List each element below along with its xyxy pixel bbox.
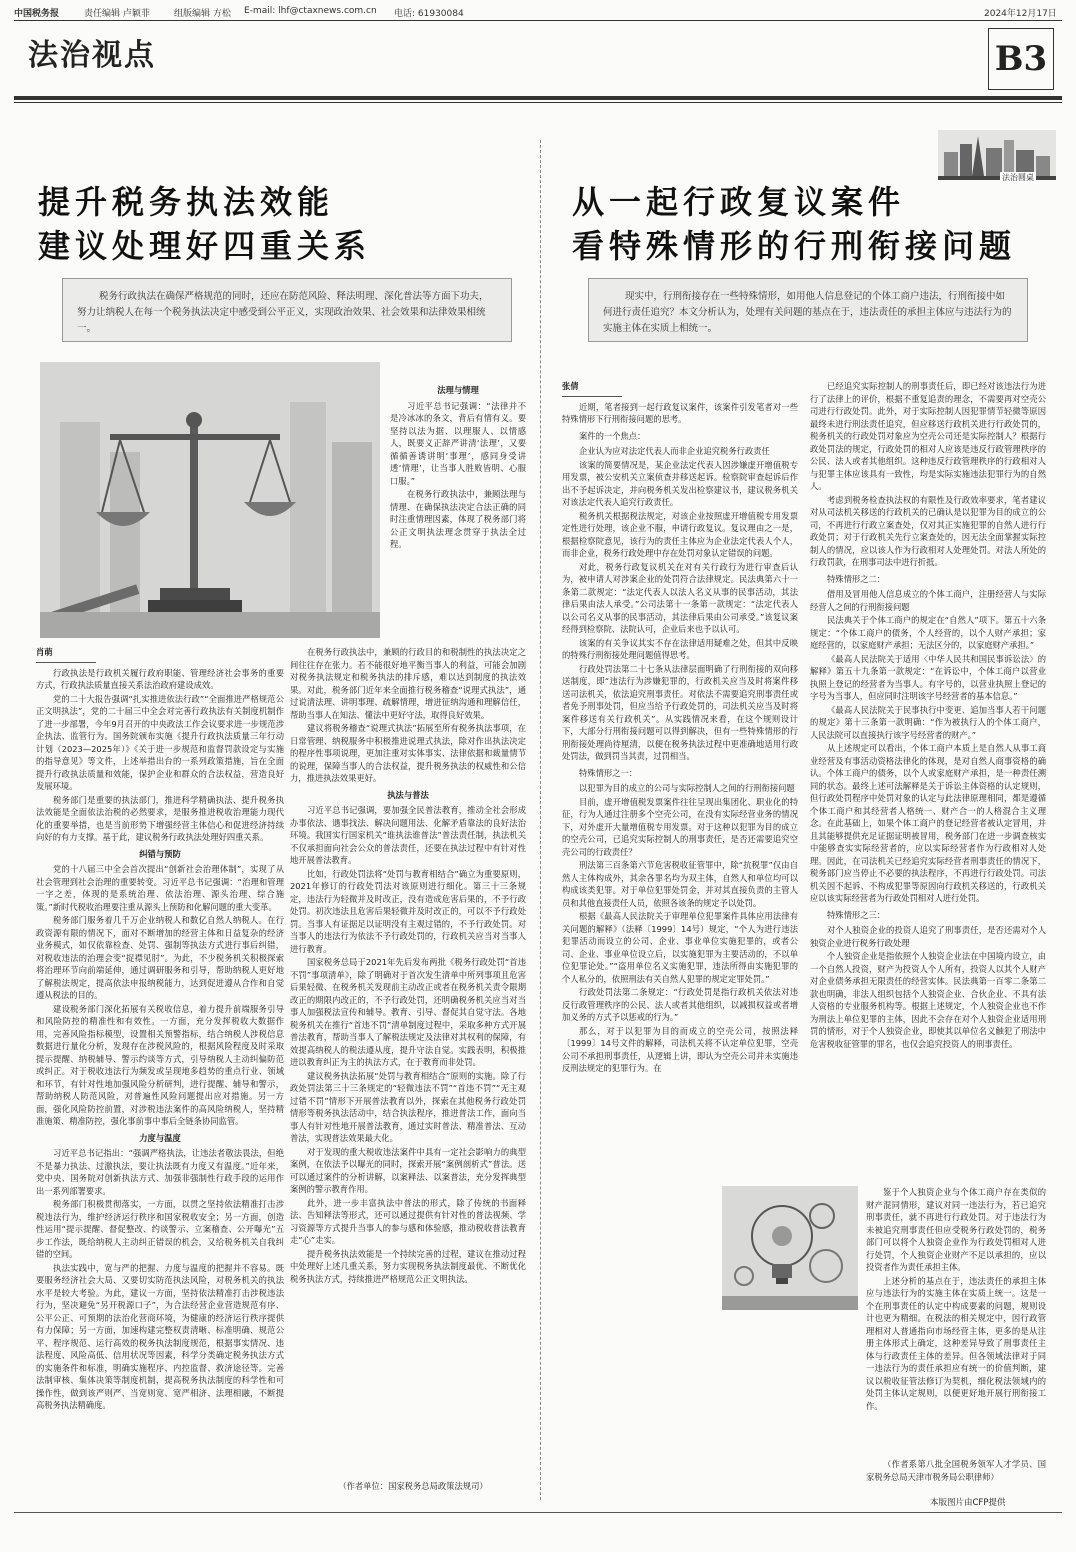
subheading: 执法与普法 (387, 789, 429, 800)
left-byline: 肖萌 (36, 647, 53, 657)
paragraph: 在税务行政执法中，兼顾的行政目的和税制性的执法决定之间往往存在张力。若不能很好地平衡当事人的利益，可能会加剧对税务执法规定和税务执法的排斥感，难以达到制度的执法效果。对此，税务部门近年来全面推行税务稽查“说理式执法”，通过说清法理、讲明事理、疏解情理，增进征纳沟通和理解信任，帮助当事人在知法、懂法中更好守法，取得良好效果。 (290, 647, 526, 720)
byline-rule (36, 662, 96, 663)
masthead-date: 2024年12月17日 (984, 9, 1057, 19)
left-abstract: 税务行政执法在确保严格规范的同时，还应在防范风险、释法明理、深化普法等方面下功夫，努力让纳税人在每一个税务执法决定中感受到公平正义，实现政治效果、社会效果和法律效果相统一。 (62, 278, 512, 342)
paragraph: 习近平总书记强调：“法律并不是冷冰冰的条文，背后有情有义。要坚持以法为据、以理服人、以情感人，既要义正辞严讲清‘法理’，又要循循善诱讲明‘事理’，感同身受讲透‘情理’，让当事人胜败皆明、心服口服。” (390, 400, 526, 486)
paragraph: 从上述规定可以看出，个体工商户本质上是自然人从事工商业经营及有事活动资格法律化的体现，是对自然人商事资格的确认。个体工商户的债务，以个人或家庭财产承担，是一种责任溯同的状态。最终上述可法解释是关于诉讼主体资格的认定规则，但行政处罚程序中处罚对象的认定与此法律原理相同，都是遵循个体工商户和其经营者人格统一、财产合一的人格混合主义理念。在此基础上，如果个体工商户的登记经营者被认定冒用，并且其能够提供充足证据证明被冒用，税务部门在进一步调查核实中能够查实实际经营者的，应以实际经营者作为行政相对人处理。因此，在司法机关已经追究实际经营者刑事责任的情况下，税务部门应当停止不必要的执法程序，不再进行行政处罚。司法机关因不起诉、不构成犯罪等原因向行政机关移送的，行政机关应以该实际经营者为行政处罚相对人进行处罚。 (810, 743, 1046, 903)
paragraph: 国家税务总局于2021年先后发布两批《税务行政处罚“首违不罚”事项清单》，除了明确对于首次发生清单中所列事项且危害后果轻微、在税务机关发现前主动改正或者在税务机关责令限期改正的期限内改正的，不予行政处罚，还明确税务机关应当对当事人加强税法宣传和辅导。教育、引导、督促其自觉守法。各地税务机关在推行“首违不罚”清单制度过程中，采取多种方式开展普法教育，帮助当事人了解税法规定及法律对其权利的保障，有效提高纳税人的税法遵从度，提升守法自觉。实践表明，积极推进以教育纠正为主的执法方式，在于教育而非处罚。 (290, 957, 526, 1067)
photo-credit: 本版图片由CFP提供 (930, 1498, 1006, 1508)
paragraph: 税务部门是重要的执法部门，推进科学精确执法、提升税务执法效能是全面依法治税的必然要求，是服务推进税收治理能力现代化的重要举措，也是当前形势下增强经营主体信心和促进经济持续向好的有力支撑。基于此，建议税务行政执法处理好四重关系。 (36, 794, 284, 842)
illustration-label: 法治圆桌 (1002, 173, 1034, 182)
right-article-col2 (810, 380, 1046, 1180)
byline-rule (562, 396, 622, 397)
paragraph: 上述分析的基点在于，违法责任的承担主体应与违法行为的实施主体在实质上统一。这是一个在刑事责任的认定中构成要素的问题，规则设计也更为精细。在税法的相关规定中，因行政管理相对人普通指向市场经营主体，更多的是从注册主体形式上确定，这种差异导致了刑事责任主体与行政责任主体的差异。但各领域法律对于同一违法行为的责任承担应有统一的价值判断，建议以税收征管法修订为契机，细化税法领域内的处罚主体认定规则，以便更好地开展行刑衔接工作。 (866, 1275, 1046, 1411)
paragraph: 对个人独资企业的投资人追究了刑事责任，是否还需对个人独资企业进行税务行政处理 (810, 925, 1046, 948)
subheading: 法理与情理 (437, 385, 479, 395)
paragraph: 近期，笔者接到一起行政复议案件，该案件引发笔者对一些特殊情形下行刑衔接问题的思考。 (562, 401, 798, 424)
paragraph: 考虑到税务检查执法权的有限性及行政效率要求，笔者建议对从司法机关移送的行政机关的已确认是以犯罪为目的成立的公司，不再进行行政立案查处，仅对其正实施犯罪的自然人进行行政处罚；对于行政机关先行立案查处的，因无法全面掌握实际控制人的情况，应以该人作为行政相对人处理处罚。对法人所处的行政罚款，在刑事司法中进行折抵。 (810, 494, 1046, 567)
paragraph: 建设税务部门深化拓展有关税收信息，着力提升前端服务引导和风险防控的精准性和有效性。一方面，充分发挥税收大数据作用，完善风险指标模型，设置相关预警指标，结合纳税人涉税信息数据进行量化分析，发现存在涉税风险的，根据风险程度及时采取提示提醒、纳税辅导、警示约谈等方式，引导纳税人主动纠偏防范或纠正。对于税收违法行为频发或呈现地多趋势的重点行业、领域和环节，有针对性地加强风险分析研判，进行提醒、辅导和警示，帮助纳税人防范风险，对普遍性风险问题提出应对措施。另一方面，强化风险防控前置，对涉税违法案件的高风险纳税人，坚持精准施策、精准防控，强化事前事中事后全链条协同监管。 (36, 1003, 284, 1126)
left-article-col2 (290, 646, 526, 1478)
section-rule-thin (14, 102, 1062, 103)
section-title: 法治视点 (28, 38, 156, 73)
paragraph: 行政处罚法第二十七条从法律层面明确了行刑衔接的双向移送制度，即“违法行为涉嫌犯罪的，行政机关应当及时将案件移送司法机关，依法追究刑事责任。对依法不需要追究刑事责任或者免予刑事处罚，但应当给予行政处罚的，司法机关应当及时将案件移送有关行政机关”。从实践情况来看，在这个规则设计下，大部分行刑衔接问题可以得到解决，但有一些特殊情形的行刑衔接处理尚待厘清，以便在税务执法过程中更准确地适用行政处罚法，做到罚当其责，过罚相当。 (562, 663, 798, 761)
bottom-rule (14, 1512, 1062, 1513)
masthead-phone: 电话: 61930084 (394, 9, 464, 19)
paragraph: 党的二十大报告强调“扎实推进依法行政”“全面推进严格规范公正文明执法”，党的二十届三中全会对完善行政执法有关制度机制作了进一步部署，今年9月召开的中央政法工作会议要求进一步规范涉企执法、监管行为。国务院颁布实施《提升行政执法质量三年行动计划（2023—2025年）》《关于进一步规范和监督罚款设定与实施的指导意见》等文件，上述举措出台的一系列政策措施，旨在全面提升行政执法质量和效能，保护企业和群众的合法权益，营造良好发展环境。 (36, 693, 284, 791)
subheading: 力度与温度 (139, 1132, 181, 1143)
right-article-col2-bottom (866, 1186, 1046, 1456)
paragraph: 企业认为应对法定代表人而非企业追究税务行政责任 (579, 446, 770, 456)
paragraph: 此外，进一步丰富执法中普法的形式，除了传统的书面释法、告知释法等形式，还可以通过提供有针对性的普法视频、学习资源等方式提升当事人的参与感和体验感，推动税收普法教育走“心”走实。 (290, 1197, 526, 1245)
paragraph: 刑法第三百条第六节危害税收征管罪中，除“抗税罪”仅由自然人主体构成外，其余各罪名均为双主体，自然人和单位均可以构成该类犯罪。对于单位犯罪处罚金，并对其直接负责的主管人员和其他直接责任人员，依照各该条的规定予以处罚。 (562, 860, 798, 908)
paragraph: 税务部门积极贯彻落实，一方面，以贯之坚持依法精准打击涉税违法行为，维护经济运行秩序和国家税收安全；另一方面，创造性运用“提示提醒、督促整改、约谈警示、立案稽查、公开曝光”五步工作法，既给纳税人主动纠正错误的机会，又给税务机关自我纠错的空间。 (36, 1199, 284, 1259)
subheading: 特殊情形之二： (827, 573, 886, 584)
paragraph: 该案的有关争议其实不存在法律适用疑难之处，但其中反映的特殊行刑衔接处理问题值得思考。 (562, 637, 798, 660)
top-rule (14, 20, 1062, 21)
masthead-layout: 组版编辑 方松 (174, 9, 231, 19)
right-byline: 张倩 (562, 381, 579, 391)
masthead-editor: 责任编辑 卢颖菲 (84, 9, 150, 19)
left-article-col1 (36, 646, 284, 1508)
paragraph: 借用及冒用他人信息成立的个体工商户，注册经营人与实际经营人之间的行刑衔接问题 (810, 589, 1046, 612)
lightbulb-illustration (722, 1186, 858, 1310)
paragraph: 民法典关于个体工商户的规定在“自然人”项下。第五十六条规定：“个体工商户的债务，个人经营的，以个人财产承担；家庭经营的，以家庭财产承担；无法区分的，以家庭财产承担。” (810, 615, 1046, 650)
right-article-col1 (562, 380, 798, 1490)
right-headline (572, 180, 1052, 268)
paragraph: 对此，税务行政复议机关在对有关行政行为进行审查后认为，被申请人对涉案企业的处罚符合法律规定。民法典第六十一条第二款规定：“法定代表人以法人名义从事的民事活动，其法律后果由法人承受。”公司法第十一条第一款规定：“法定代表人以公司名义从事的民事活动，其法律后果由公司承受。”该复议案经得到检察院、法院认可，企业后来也予以认可。 (562, 561, 798, 634)
masthead-paper: 中国税务报 (14, 9, 60, 19)
page-number: B3 (994, 39, 1048, 79)
author-note: （作者系第八批全国税务领军人才学员、国家税务总局天津市税务局公职律师） (866, 1459, 1046, 1482)
paragraph: 习近平总书记指出：“强调严格执法，让违法者敬法畏法，但绝不是暴力执法、过激执法，要让执法既有力度又有温度。”近年来，党中央、国务院对创新执法方式、加强非强制性行政手段的运用作出一系列部署要求。 (36, 1148, 284, 1196)
left-author-note: （作者单位：国家税务总局政策法规司） (338, 1481, 488, 1491)
paragraph: 鉴于个人独资企业与个体工商户存在类似的财产混同情形，建议对同一违法行为，若已追究刑事责任，就不再进行行政处罚。对于违法行为未被追究刑事责任但应受税务行政处罚的，税务部门可以将个人独资企业作为行政处罚相对人进行处罚，个人独资企业财产不足以承担的，应以投资者作为责任承担主体。 (866, 1187, 1046, 1272)
column-divider (540, 140, 541, 1500)
paragraph: 该案的简要情况是，某企业法定代表人因涉嫌虚开增值税专用发票，被公安机关立案侦查并移送起诉。检察院审查起诉后作出不予起诉决定，并向税务机关发出检察建议书，建议税务机关对该法定代表人追究行政责任。 (562, 459, 798, 507)
right-author-note (866, 1458, 1046, 1492)
paragraph: 目前，虚开增值税发票案件往往呈现出集团化、职业化的特征，行为人通过注册多个空壳公司，在没有实际经营业务的情况下，对外虚开大量增值税专用发票。对于这种以犯罪为目的成立的空壳公司，已追究实际控制人的刑事责任，是否还需要追究空壳公司的行政责任？ (562, 796, 798, 857)
scales-illustration (40, 362, 380, 638)
paragraph: 《最高人民法院关于适用〈中华人民共和国民事诉讼法〉的解释》第五十九条第一款规定：“在诉讼中，个体工商户以营业执照上登记的经营者为当事人。有字号的，以营业执照上登记的字号为当事人，但应同时注明该字号经营者的基本信息。” (810, 653, 1046, 701)
masthead (14, 4, 1062, 20)
right-headline-line1: 从一起行政复议案件 (572, 183, 906, 221)
paragraph: 对于发现的重大税收违法案件中具有一定社会影响力的典型案例，在依法予以曝光的同时，探索开展“案例剖析式”普法。送可以通过案件的分析讲解，以案释法、以案普法，充分发挥典型案例的警示教育作用。 (290, 1146, 526, 1194)
paragraph: 行政执法是行政机关履行政府职能、管理经济社会事务的重要方式，行政执法质量直接关系法治政府建设成效。 (36, 667, 284, 690)
subheading: 案件的一个焦点： (579, 430, 646, 441)
paragraph: 习近平总书记强调，要加强全民普法教育，推动全社会形成办事依法、遇事找法、解决问题用法、化解矛盾靠法的良好法治环境。我国实行国家机关“谁执法谁普法”普法责任制，执法机关不仅承担面向社会公众的普法责任，还要在执法过程中有针对性地开展普法教育。 (290, 805, 526, 865)
left-headline-line1: 提升税务执法效能 (38, 183, 335, 221)
subheading: 特殊情形之三： (827, 909, 886, 920)
left-headline-line2: 建议处理好四重关系 (38, 227, 372, 265)
paragraph: 行政处罚法第二条规定：“行政处罚是指行政机关依法对违反行政管理秩序的公民、法人或者其他组织，以减损权益或者增加义务的方式予以惩戒的行为。” (562, 987, 798, 1022)
paragraph: 建议将税务稽查“说理式执法”拓展至所有税务执法事项，在日常管理、纳税服务中积极推进说理式执法，除对作出执法决定的程序性事项说理，更加注重对实体事实、法律依据和裁量情节的说理，保障当事人的合法权益，提升税务执法的权威性和公信力，推进执法效果更好。 (290, 723, 526, 783)
paragraph: 党的十八届三中全会首次提出“创新社会治理体制”，实现了从社会管理到社会治理的重要转变。习近平总书记强调：“治理和管理一字之差，体现的是系统治理、依法治理、源头治理、综合施策。”新时代税收治理要注重从源头上预防和化解问题的重大变革。 (36, 864, 284, 912)
left-headline (38, 180, 518, 268)
left-article-col2-top (390, 380, 526, 640)
paragraph: 《最高人民法院关于民事执行中变更、追加当事人若干问题的规定》第十三条第一款明确：“作为被执行人的个体工商户，人民法院可以直接执行该字号经营者的财产。” (810, 704, 1046, 740)
paragraph: 在税务行政执法中，兼顾法理与情理、在确保执法决定合法正确的同时注重情理因素，体现了税务部门将公正文明执法理念贯穿于执法全过程。 (390, 489, 526, 549)
paragraph: 税务部门服务着几千万企业纳税人和数亿自然人纳税人。在行政资源有限的情况下，面对不断增加的经营主体和日益复杂的经济业务模式，如仅依靠检查、处罚、强制等执法方式进行事后纠错，对税收违法的治理会变“捉襟见肘”。为此，不少税务机关积极探索将治理环节向前端延伸，通过调研服务和引导，帮助纳税人更好地了解税法规定，提高依法申报纳税能力，达到促进遵从合作和自觉遵从税法的目的。 (36, 915, 284, 1000)
subheading: 纠错与预防 (139, 848, 181, 859)
paragraph: 比如，行政处罚法将“处罚与教育相结合”确立为重要原则，2021年修订的行政处罚法对该原则进行细化。第三十三条规定，违法行为轻微并及时改正，没有造成危害后果的，不予行政处罚。初次违法且危害后果轻微并及时改正的，可以不予行政处罚。当事人有证据足以证明没有主观过错的，不予行政处罚。对当事人的违法行为依法不予行政处罚的，行政机关应当对当事人进行教育。 (290, 868, 526, 954)
paragraph: 已经追究实际控制人的刑事责任后，即已经对该违法行为进行了法律上的评价，根据不重复追责的理念，不需要再对空壳公司进行行政处罚。此外，对于实际控制人因犯罪情节轻微等原因最终未进行刑法责任追究，但应移送行政机关进行行政处罚的，税务机关的行政处罚对象应为空壳公司还是实际控制人？根据行政处罚法的规定，行政处罚的相对人应该是违反行政管理秩序的公民、法人或者其他组织。这种违反行政管理秩序的行政相对人与犯罪主体应该具有一致性，均是实际实施违法犯罪行为的自然人。 (810, 381, 1046, 491)
paragraph: 提升税务执法效能是一个持续完善的过程，建议在推动过程中处理好上述几重关系，努力实现税务执法制度最优、不断优化税务执法方式，持续推进严格规范公正文明执法。 (290, 1248, 526, 1284)
paragraph: 个人独资企业是指依照个人独资企业法在中国境内设立，由一个自然人投资，财产为投资人个人所有，投资人以其个人财产对企业债务承担无限责任的经营实体。民法典第一百零二条第二款也明确，非法人组织包括个人独资企业、合伙企业、不具有法人资格的专业服务机构等。根据上述规定，个人独资企业也不作为刑法上单位犯罪的主体，因此不会存在对个人独资企业适用刑罚的情形，对于个人独资企业，即使其以单位名义触犯了刑法中危害税收征管罪的罪名，也仅会追究投资人的刑事责任。 (810, 951, 1046, 1049)
paragraph: 以犯罪为目的成立的公司与实际控制人之间的行刑衔接问题 (579, 783, 795, 793)
paragraph: 那么，对于以犯罪为目的而成立的空壳公司，按照法释〔1999〕14号文件的解释，司法机关将不认定单位犯罪，空壳公司不承担刑事责任，从逻辑上讲，即认为空壳公司并未实施违反刑法规定的犯罪行为。在 (562, 1025, 798, 1073)
right-abstract: 现实中，行刑衔接存在一些特殊情形，如用他人信息登记的个体工商户违法，行刑衔接中如何进行责任追究？本文分析认为，处理有关问题的基点在于，违法责任的承担主体应与违法行为的实施主体在实质上相统一。 (588, 278, 1028, 342)
paragraph: 建议税务执法拓展“处罚与教育相结合”原则的实施。除了行政处罚法第三十三条规定的“轻微违法不罚”“首违不罚”“无主观过错不罚”情形下开展普法教育以外，探索在其他税务行政处罚情形等税务执法活动中，结合执法程序，推进普法工作，面向当事人有针对性地开展普法教育，通过实时普法、精准普法、互动普法，实现普法效果最大化。 (290, 1070, 526, 1143)
paragraph: 税务机关根据税法规定，对该企业按照虚开增值税专用发票定性进行处理，该企业不服，申请行政复议。复议理由之一是，根据检察院意见，该行为的责任主体应为企业法定代表人个人，而非企业，税务行政处理中存在处罚对象认定错误的问题。 (562, 510, 798, 558)
paragraph: 根据《最高人民法院关于审理单位犯罪案件具体应用法律有关问题的解释》（法释〔1999〕14号）规定，“个人为进行违法犯罪活动而设立的公司、企业、事业单位实施犯罪的，或者公司、企业、事业单位设立后，以实施犯罪为主要活动的，不以单位犯罪论处。”“盗用单位名义实施犯罪，违法所得由实施犯罪的个人私分的，依照刑法有关自然人犯罪的规定定罪处罚。” (562, 911, 798, 984)
paragraph: 执法实践中，宽与严的把握、力度与温度的把握并不容易。既要服务经济社会大局、又要切实防范执法风险，对税务机关的执法水平是较大考验。为此，建议一方面，坚持依法精准打击涉税违法行为，坚决避免“另开税源口子”，为合法经营企业营造规范有序、公平公正、可预期的法治化营商环境，为健康的经济运行秩序提供有力保障；另一方面，加速构建完整权责清晰、标准明确、规范公平、程序规范、运行高效的税务执法制度规范，根据事实情况、违法程度、风险高低、信用状况等因素，科学分类确定税务执法方式的实施条件和标准，明确实施程序、内控监督、救济途径等。完善法制审核、集体决策等制度机制，提高税务执法制度的科学性和可操作性，做到该严则严、当宽则宽、宽严相济、法理相融，不断提高税务执法精确度。 (36, 1262, 284, 1410)
buildings-illustration (938, 130, 1056, 180)
right-headline-line2: 看特殊情形的行刑衔接问题 (572, 227, 1017, 265)
subheading: 特殊情形之一： (579, 767, 638, 778)
masthead-email: E-mail: lhf@ctaxnews.com.cn (244, 6, 377, 16)
section-rule (14, 96, 1062, 100)
